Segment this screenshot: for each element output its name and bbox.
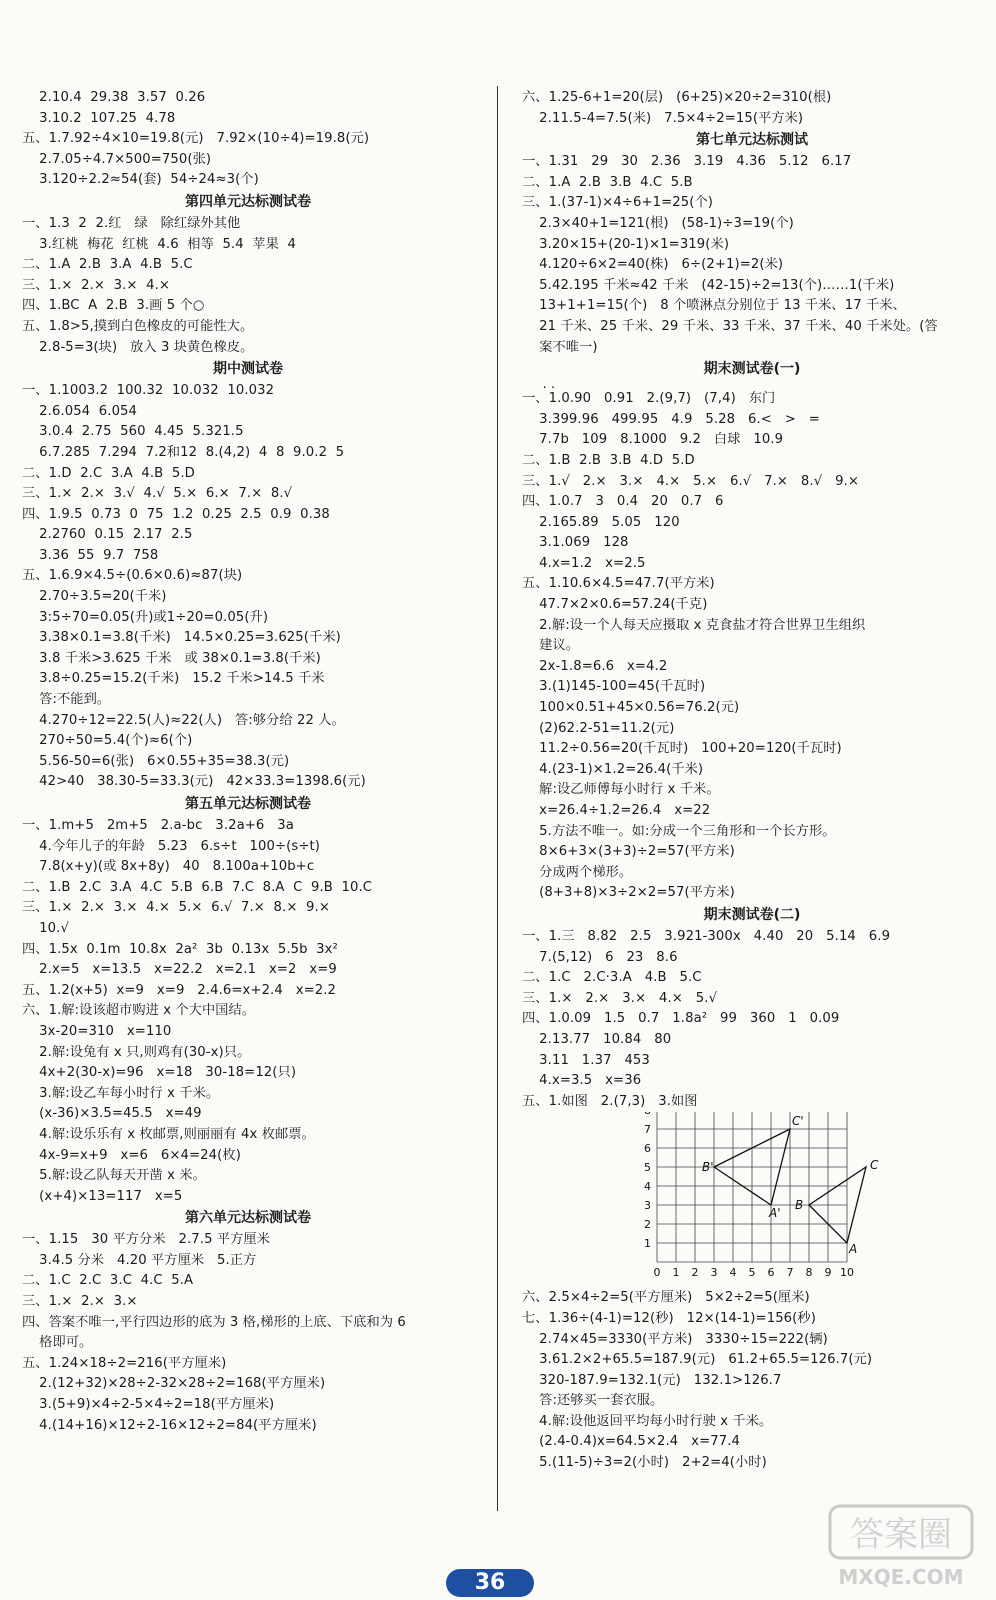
answer-line: 五、1.如图 2.(7,3) 3.如图 bbox=[522, 1093, 698, 1109]
x-tick-label: 8 bbox=[805, 1266, 813, 1280]
answer-line: 分成两个梯形。 bbox=[522, 864, 633, 880]
y-tick-label: 2 bbox=[644, 1218, 651, 1232]
section-title: 第四单元达标测试卷 bbox=[185, 193, 311, 210]
right-top-block bbox=[522, 88, 982, 1112]
x-tick-label: 4 bbox=[729, 1266, 737, 1280]
answer-line: 五、1.2(x+5) x=9 x=9 2.4.6=x+2.4 x=2.2 bbox=[22, 982, 337, 998]
answer-line: 一、1.m+5 2m+5 2.a-bc 3.2a+6 3a bbox=[22, 818, 294, 833]
answer-line: 5.56-50=6(张) 6×0.55+35=38.3(元) bbox=[22, 753, 290, 769]
answer-line: 3.解:设乙车每小时行 x 千米。 bbox=[22, 1085, 220, 1101]
answer-line: 2.6.054 6.054 bbox=[22, 403, 138, 419]
x-tick-label: 0 bbox=[653, 1266, 661, 1280]
answer-line: 3.8÷0.25=15.2(千米) 15.2 千米>14.5 千米 bbox=[22, 671, 325, 687]
answer-line: 2.165.89 5.05 120 bbox=[522, 514, 680, 530]
answer-line: 格即可。 bbox=[22, 1335, 93, 1351]
answer-line: 3.36 55 9.7 758 bbox=[22, 547, 159, 563]
answer-line: 2x-1.8=6.6 x=4.2 bbox=[522, 658, 668, 674]
emphasis-dots: . . bbox=[522, 377, 556, 393]
answer-line: 4x+2(30-x)=96 x=18 30-18=12(只) bbox=[22, 1065, 297, 1081]
answer-line: (2)62.2-51=11.2(元) bbox=[522, 720, 675, 736]
answer-line: 4.x=3.5 x=36 bbox=[522, 1073, 642, 1089]
coordinate-grid-figure bbox=[522, 1112, 982, 1288]
answer-line: 六、1.解:设该超市购进 x 个大中国结。 bbox=[22, 1003, 256, 1019]
answer-line: 三、1.(37-1)×4÷6+1=25(个) bbox=[522, 195, 714, 211]
answer-line: 3.0.4 2.75 560 4.45 5.321.5 bbox=[22, 424, 244, 440]
page-number-badge: 36 bbox=[446, 1569, 534, 1597]
answer-line: 10.√ bbox=[22, 920, 69, 936]
answer-line: 3.8 千米>3.625 千米 或 38×0.1=3.8(千米) bbox=[22, 650, 321, 666]
answer-line: 一、1.15 30 平方分米 2.7.5 平方厘米 bbox=[22, 1232, 271, 1248]
answer-line: 4.x=1.2 x=2.5 bbox=[522, 555, 646, 571]
answer-line: 3.11 1.37 453 bbox=[522, 1052, 650, 1068]
x-tick-label: 9 bbox=[824, 1266, 832, 1280]
answer-line: 4x-9=x+9 x=6 6×4=24(枚) bbox=[22, 1147, 241, 1163]
vertex-label: C bbox=[870, 1158, 879, 1173]
answer-line: 6.7.285 7.294 7.2和12 8.(4,2) 4 8 9.0.2 5 bbox=[22, 444, 345, 460]
answer-line: x=26.4÷1.2=26.4 x=22 bbox=[522, 803, 711, 818]
answer-line: 270÷50=5.4(个)≈6(个) bbox=[22, 733, 193, 749]
section-title: 期末测试卷(一) bbox=[703, 361, 801, 378]
answer-line: 二、1.B 2.B 3.B 4.D 5.D bbox=[522, 452, 695, 468]
column-divider bbox=[497, 86, 498, 1511]
answer-line: 4.(14+16)×12÷2-16×12÷2=84(平方厘米) bbox=[22, 1417, 317, 1433]
answer-line: 五、1.8>5,摸到白色橡皮的可能性大。 bbox=[22, 318, 254, 334]
answer-line: 六、1.25-6+1=20(层) (6+25)×20÷2=310(根) bbox=[522, 90, 832, 105]
answer-line: 五、1.10.6×4.5=47.7(平方米) bbox=[522, 576, 715, 592]
answer-line: 一、1.0.90 0.91 2.(9,7) (7,4) 东门 bbox=[522, 391, 776, 407]
x-tick-label: 6 bbox=[767, 1266, 775, 1280]
answer-line: 4.270÷12=22.5(人)≈22(人) 答:够分给 22 人。 bbox=[22, 712, 345, 728]
section-title: 期末测试卷(二) bbox=[703, 906, 801, 923]
answer-line: 8×6+3×(3+3)÷2=57(平方米) bbox=[522, 844, 735, 860]
answer-line: 2.(12+32)×28÷2-32×28÷2=168(平方厘米) bbox=[22, 1376, 326, 1392]
answer-line: 四、1.0.7 3 0.4 20 0.7 6 bbox=[522, 494, 724, 510]
y-tick-label: 5 bbox=[644, 1161, 651, 1175]
answer-line: 三、1.× 2.× 3.√ 4.√ 5.× 6.× 7.× 8.√ bbox=[22, 486, 293, 502]
answer-line: 3.(1)145-100=45(千瓦时) bbox=[522, 679, 706, 695]
answer-line: 案不唯一) bbox=[522, 339, 598, 355]
answer-line: 3.1.069 128 bbox=[522, 535, 629, 551]
answer-line: 答:还够买一套衣服。 bbox=[522, 1393, 664, 1409]
answer-line: 2.74×45=3330(平方米) 3330÷15=222(辆) bbox=[522, 1331, 828, 1347]
answer-line: 7.8(x+y)(或 8x+8y) 40 8.100a+10b+c bbox=[22, 859, 315, 875]
answer-line: 二、1.A 2.B 3.A 4.B 5.C bbox=[22, 257, 193, 273]
answer-line: (x+4)×13=117 x=5 bbox=[22, 1188, 183, 1204]
answer-line: 3.10.2 107.25 4.78 bbox=[22, 110, 176, 126]
watermark-text: 答案圈 bbox=[850, 1515, 952, 1555]
answer-line: 2.7.05÷4.7×500=750(张) bbox=[22, 151, 212, 167]
y-tick-label: 7 bbox=[644, 1123, 651, 1137]
watermark-url: MXQE.COM bbox=[838, 1565, 964, 1589]
answer-line: 2.解:设一个人每天应摄取 x 克食盐才符合世界卫生组织 bbox=[522, 617, 866, 633]
vertex-label: B' bbox=[702, 1160, 714, 1175]
answer-line: 3.20×15+(20-1)×1=319(米) bbox=[522, 236, 730, 252]
answer-line: 四、1.5x 0.1m 10.8x 2a² 3b 0.13x 5.5b 3x² bbox=[22, 941, 338, 957]
answer-line: 5.(11-5)÷3=2(小时) 2+2=4(小时) bbox=[522, 1455, 767, 1471]
answer-line: 100×0.51+45×0.56=76.2(元) bbox=[522, 700, 740, 716]
answer-line: 2.13.77 10.84 80 bbox=[522, 1031, 672, 1047]
answer-line: 3.38×0.1=3.8(千米) 14.5×0.25=3.625(千米) bbox=[22, 630, 341, 646]
section-title: 第五单元达标测试卷 bbox=[185, 796, 311, 812]
y-tick-label: 1 bbox=[644, 1237, 651, 1251]
answer-line: 2.8-5=3(块) 放入 3 块黄色橡皮。 bbox=[22, 339, 254, 355]
answer-line: 三、1.× 2.× 3.× 4.× 5.× 6.√ 7.× 8.× 9.× bbox=[22, 900, 330, 916]
x-tick-label: 3 bbox=[710, 1266, 718, 1280]
answer-line: 3.红桃 梅花 红桃 4.6 相等 5.4 苹果 4 bbox=[22, 236, 296, 252]
vertex-label: C' bbox=[792, 1114, 804, 1129]
answer-line: 三、1.× 2.× 3.× 4.× bbox=[22, 277, 171, 293]
watermark-logo bbox=[826, 1500, 976, 1590]
answer-line: 五、1.6.9×4.5÷(0.6×0.6)≈87(块) bbox=[22, 568, 243, 584]
x-tick-label: 10 bbox=[840, 1266, 854, 1280]
answer-line: 三、1.× 2.× 3.× 4.× 5.√ bbox=[522, 990, 718, 1006]
right-column bbox=[522, 88, 982, 1474]
answer-line: 建议。 bbox=[522, 638, 580, 654]
answer-line: 21 千米、25 千米、29 千米、33 千米、37 千米、40 千米处。(答 bbox=[522, 318, 938, 334]
vertex-label: A bbox=[849, 1242, 858, 1257]
answer-line: 2.解:设兔有 x 只,则鸡有(30-x)只。 bbox=[22, 1044, 251, 1060]
answer-line: (x-36)×3.5=45.5 x=49 bbox=[22, 1106, 202, 1122]
answer-line: 三、1.√ 2.× 3.× 4.× 5.× 6.√ 7.× 8.√ 9.× bbox=[522, 473, 860, 489]
answer-line: 4.(23-1)×1.2=26.4(千米) bbox=[522, 761, 704, 777]
answer-line: 四、1.0.09 1.5 0.7 1.8a² 99 360 1 0.09 bbox=[522, 1011, 840, 1027]
answer-line: 二、1.A 2.B 3.B 4.C 5.B bbox=[522, 174, 693, 190]
answer-line: 3.4.5 分米 4.20 平方厘米 5.正方 bbox=[22, 1252, 257, 1268]
answer-line: 2.70÷3.5=20(千米) bbox=[22, 589, 167, 605]
answer-line: 4.120÷6×2=40(株) 6÷(2+1)=2(米) bbox=[522, 257, 784, 273]
answer-line: (8+3+8)×3÷2×2=57(平方米) bbox=[522, 885, 735, 901]
answer-line: 3.61.2×2+65.5=187.9(元) 61.2+65.5=126.7(元) bbox=[522, 1352, 873, 1368]
answer-line: 四、1.9.5 0.73 0 75 1.2 0.25 2.5 0.9 0.38 bbox=[22, 506, 330, 522]
answer-line: 四、答案不唯一,平行四边形的底为 3 格,梯形的上底、下底和为 6 bbox=[22, 1314, 406, 1330]
answer-line: 解:设乙师傅每小时行 x 千米。 bbox=[522, 782, 720, 798]
answer-line: 二、1.B 2.C 3.A 4.C 5.B 6.B 7.C 8.A C 9.B 10.C bbox=[22, 879, 373, 895]
right-bottom-block bbox=[522, 1288, 982, 1473]
left-column bbox=[22, 88, 474, 1436]
answer-line: 2.x=5 x=13.5 x=22.2 x=2.1 x=2 x=9 bbox=[22, 962, 337, 978]
vertex-label: B bbox=[795, 1198, 804, 1213]
x-tick-label: 7 bbox=[786, 1266, 794, 1280]
answer-line: 42>40 38.30-5=33.3(元) 42×33.3=1398.6(元) bbox=[22, 774, 366, 790]
x-tick-label: 2 bbox=[691, 1266, 699, 1280]
answer-line: 7.7b 109 8.1000 9.2 白球 10.9 bbox=[522, 432, 784, 448]
answer-line: 3.120÷2.2≈54(套) 54÷24≈3(个) bbox=[22, 172, 259, 188]
answer-line: 2.2760 0.15 2.17 2.5 bbox=[22, 527, 193, 543]
answer-line: 二、1.C 2.C·3.A 4.B 5.C bbox=[522, 970, 702, 986]
answer-line: 四、1.BC A 2.B 3.画 5 个○ bbox=[22, 298, 205, 314]
answer-line: 47.7×2×0.6=57.24(千克) bbox=[522, 597, 708, 613]
answer-line: 七、1.36÷(4-1)=12(秒) 12×(14-1)=156(秒) bbox=[522, 1310, 816, 1326]
answer-line: 13+1+1=15(个) 8 个喷淋点分别位于 13 千米、17 千米、 bbox=[522, 298, 906, 314]
answer-line: 3:5÷70=0.05(升)或1÷20=0.05(升) bbox=[22, 609, 269, 625]
answer-line: 4.解:设他返回平均每小时行驶 x 千米。 bbox=[522, 1413, 773, 1429]
section-title: 期中测试卷 bbox=[213, 361, 283, 378]
answer-line: 320-187.9=132.1(元) 132.1>126.7 bbox=[522, 1372, 782, 1388]
answer-line: 3.(5+9)×4÷2-5×4÷2=18(平方厘米) bbox=[22, 1397, 275, 1413]
answer-line: 5.解:设乙队每天开凿 x 米。 bbox=[22, 1168, 206, 1184]
vertex-label: A' bbox=[769, 1206, 781, 1221]
answer-line: 二、1.C 2.C 3.C 4.C 5.A bbox=[22, 1273, 194, 1289]
answer-line: 一、1.3 2 2.红 绿 除红绿外其他 bbox=[22, 215, 241, 231]
answer-line: 11.2÷0.56=20(千瓦时) 100+20=120(千瓦时) bbox=[522, 741, 842, 757]
answer-line: 五、1.7.92÷4×10=19.8(元) 7.92×(10÷4)=19.8(元) bbox=[22, 131, 370, 147]
answer-line: 5.方法不唯一。如:分成一个三角形和一个长方形。 bbox=[522, 823, 836, 839]
y-tick-label: 3 bbox=[644, 1199, 651, 1213]
answer-line: 2.11.5-4=7.5(米) 7.5×4÷2=15(平方米) bbox=[522, 110, 804, 126]
answer-line: 六、2.5×4÷2=5(平方厘米) 5×2÷2=5(厘米) bbox=[522, 1290, 810, 1306]
answer-line: 3x-20=310 x=110 bbox=[22, 1023, 172, 1039]
answer-line: 5.42.195 千米≈42 千米 (42-15)÷2=13(个)……1(千米) bbox=[522, 277, 895, 293]
answer-line: 3.399.96 499.95 4.9 5.28 6.< > = bbox=[522, 411, 820, 427]
answer-line: 答:不能到。 bbox=[22, 692, 111, 708]
x-tick-label: 1 bbox=[672, 1266, 680, 1280]
answer-line: 4.解:设乐乐有 x 枚邮票,则丽丽有 4x 枚邮票。 bbox=[22, 1126, 315, 1142]
y-tick-label: 4 bbox=[644, 1180, 651, 1194]
answer-line: 三、1.× 2.× 3.× bbox=[22, 1294, 138, 1310]
answer-line: 一、1.三 8.82 2.5 3.921-300x 4.40 20 5.14 6.9 bbox=[522, 928, 891, 944]
y-tick-label bbox=[644, 1112, 651, 1117]
answer-line: (2.4-0.4)x=64.5×2.4 x=77.4 bbox=[522, 1434, 740, 1450]
answer-line: 一、1.1003.2 100.32 10.032 10.032 bbox=[22, 383, 275, 399]
y-tick-label: 6 bbox=[644, 1142, 651, 1156]
answer-line: 2.3×40+1=121(根) (58-1)÷3=19(个) bbox=[522, 215, 794, 231]
x-tick-label: 5 bbox=[748, 1266, 756, 1280]
coordinate-grid bbox=[522, 1112, 982, 1288]
section-title: 第六单元达标测试卷 bbox=[185, 1210, 311, 1227]
section-title: 第七单元达标测试 bbox=[696, 132, 808, 149]
answer-line: 一、1.31 29 30 2.36 3.19 4.36 5.12 6.17 bbox=[522, 154, 852, 170]
answer-line: 五、1.24×18÷2=216(平方厘米) bbox=[22, 1355, 227, 1371]
answer-line: 7.(5,12) 6 23 8.6 bbox=[522, 949, 678, 965]
answer-line: 2.10.4 29.38 3.57 0.26 bbox=[22, 90, 206, 105]
answer-line: 二、1.D 2.C 3.A 4.B 5.D bbox=[22, 465, 195, 481]
answer-line: 4.今年儿子的年龄 5.23 6.s÷t 100÷(s÷t) bbox=[22, 838, 321, 854]
